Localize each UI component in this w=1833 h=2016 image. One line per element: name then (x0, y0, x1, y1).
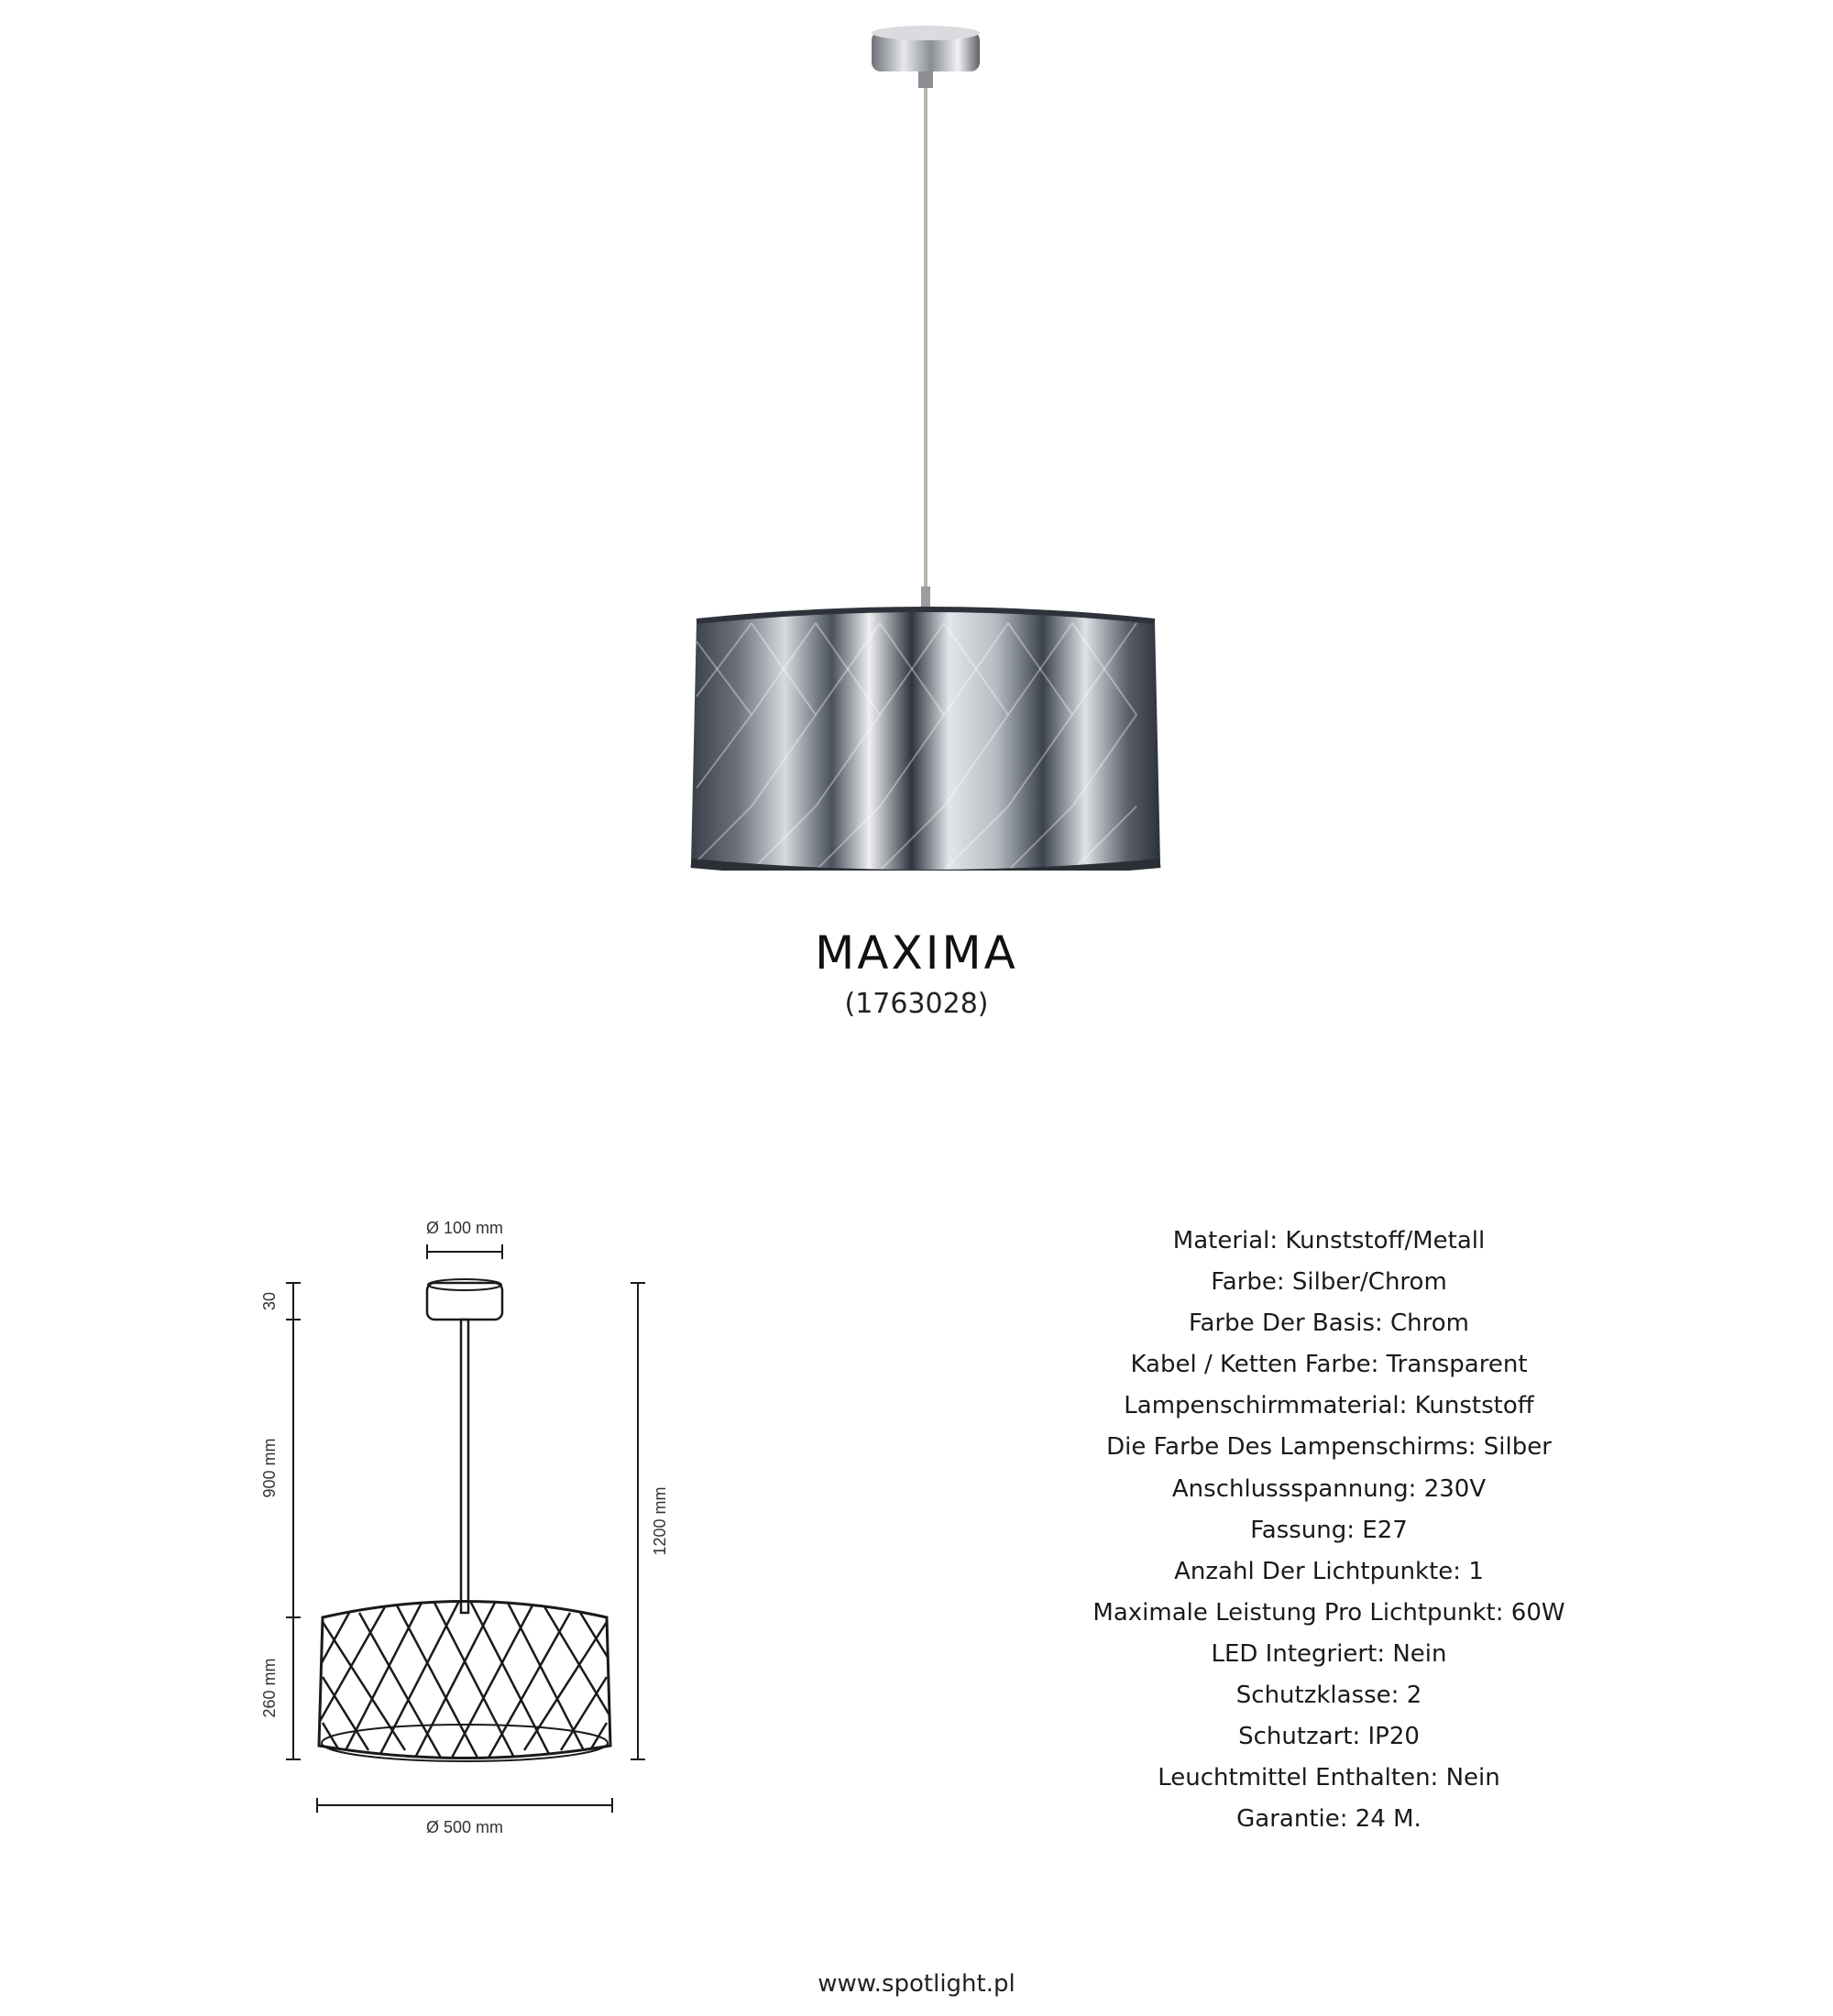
product-code: (1763028) (844, 988, 989, 1020)
spec-item: Die Farbe Des Lampenschirms: Silber (1106, 1433, 1552, 1462)
cable (924, 88, 927, 610)
drawing-shade (319, 1602, 610, 1762)
dimension-drawing (247, 1210, 687, 1833)
total-height-label: 1200 mm (651, 1486, 669, 1556)
spec-item: Anzahl Der Lichtpunkte: 1 (1174, 1557, 1484, 1585)
spec-item: Garantie: 24 M. (1236, 1805, 1421, 1834)
spec-item: LED Integriert: Nein (1211, 1639, 1447, 1668)
title-block (0, 926, 1833, 1023)
spec-item: Maximale Leistung Pro Lichtpunkt: 60W (1092, 1598, 1565, 1627)
spec-item: Kabel / Ketten Farbe: Transparent (1130, 1351, 1528, 1379)
spec-item: Farbe Der Basis: Chrom (1188, 1309, 1470, 1338)
website-link[interactable]: www.spotlight.pl (818, 1970, 1015, 1998)
canopy-height-label: 30 (260, 1291, 279, 1311)
shade-diameter-label: Ø 500 mm (425, 1818, 504, 1833)
spec-item: Farbe: Silber/Chrom (1211, 1268, 1447, 1297)
spec-item: Schutzart: IP20 (1238, 1723, 1420, 1751)
spec-item: Lampenschirmmaterial: Kunststoff (1124, 1392, 1534, 1420)
canopy-diameter-label: Ø 100 mm (425, 1219, 504, 1237)
product-photo (678, 18, 1173, 871)
cable-length-label: 900 mm (260, 1438, 279, 1498)
drawing-stem (461, 1320, 468, 1613)
lamp-shade (691, 608, 1160, 871)
spec-item: Anschlussspannung: 230V (1171, 1474, 1487, 1503)
spec-item: Leuchtmittel Enthalten: Nein (1158, 1764, 1500, 1792)
shade-height-label: 260 mm (260, 1658, 279, 1718)
spec-item: Schutzklasse: 2 (1235, 1682, 1422, 1710)
spec-item: Fassung: E27 (1250, 1516, 1408, 1544)
spec-list (1008, 1221, 1650, 1840)
spec-item: Material: Kunststoff/Metall (1172, 1227, 1486, 1255)
product-name: MAXIMA (815, 926, 1018, 980)
